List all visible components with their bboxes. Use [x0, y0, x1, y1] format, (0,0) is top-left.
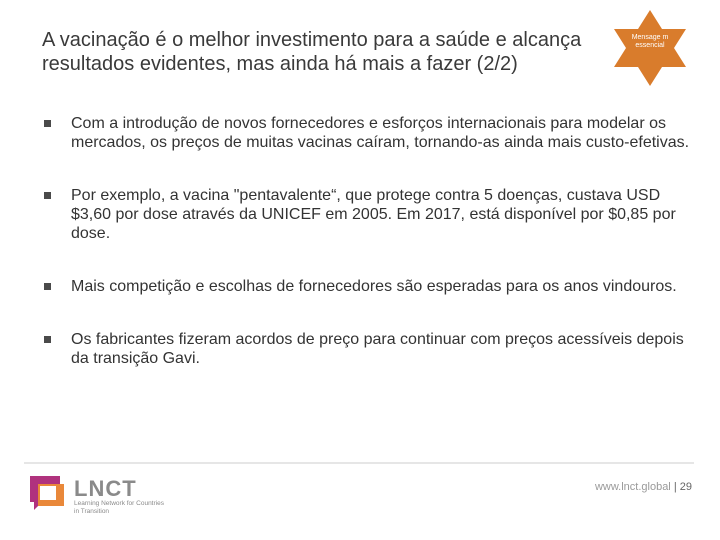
- bullet-item: [42, 114, 692, 152]
- lnct-logo: [26, 470, 166, 520]
- square-bullet-icon: [44, 283, 51, 290]
- bullet-item: [42, 277, 692, 296]
- slide-title: A vacinação é o melhor investimento para a saúde e alcança resultados evidentes, mas ainda há mais a fazer (2/2): [42, 29, 582, 75]
- square-bullet-icon: [44, 120, 51, 127]
- logo-name: LNCT: [74, 476, 137, 501]
- bullet-text: Com a introdução de novos fornecedores e esforços internacionais para modelar os mercados, os preços de muitas vacinas caíram, tornando-as ainda mais custo-efetivas.: [71, 115, 690, 151]
- bullet-item: [42, 186, 692, 243]
- bullet-list: [42, 114, 692, 368]
- bullet-text: Os fabricantes fizeram acordos de preço para continuar com preços acessíveis depois da transição Gavi.: [71, 331, 684, 367]
- bullet-text: Por exemplo, a vacina "pentavalente“, que protege contra 5 doenças, custava USD $3,60 por dose através da UNICEF em 2005. Em 2017, está disponível por $0,85 por dose.: [71, 187, 676, 242]
- key-message-badge: [608, 10, 692, 86]
- footer-divider: [24, 462, 694, 464]
- badge-label: Mensage m essencial: [631, 34, 669, 49]
- logo-tagline: Learning Network for Countries in Transition: [74, 500, 164, 515]
- speech-bubble-logo-icon: [26, 472, 68, 514]
- page-number: 29: [679, 481, 692, 493]
- bullet-text: Mais competição e escolhas de fornecedores são esperadas para os anos vindouros.: [71, 278, 677, 295]
- square-bullet-icon: [44, 192, 51, 199]
- footer-separator: |: [670, 481, 680, 493]
- footer-url[interactable]: www.lnct.global: [594, 481, 671, 493]
- square-bullet-icon: [44, 336, 51, 343]
- footer-info: [595, 481, 692, 493]
- bullet-item: [42, 330, 692, 368]
